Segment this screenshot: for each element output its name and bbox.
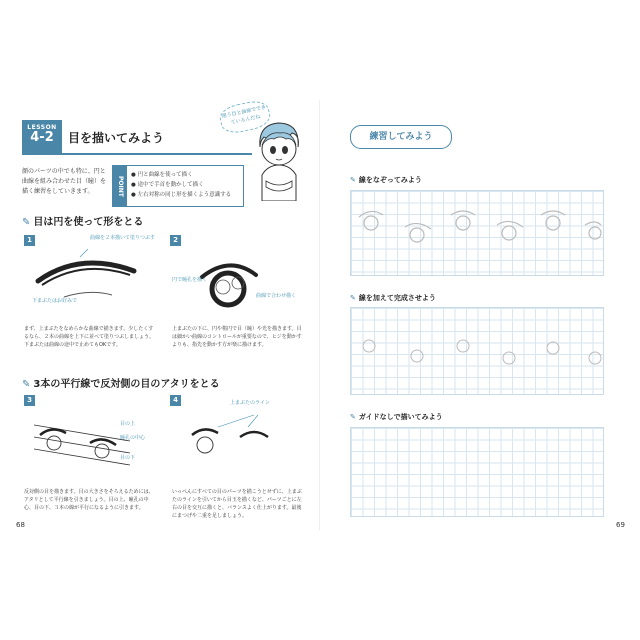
point-item: ● 途中で手首を動かして描く (131, 182, 204, 188)
point-item: ● 左右対称の同じ形を描くよう意識する (131, 192, 232, 198)
section2-heading: ✎ 3本の平行線で反対側の目のアタリをとる (22, 379, 220, 390)
lesson-number: 4-2 (30, 130, 54, 145)
point-item: ● 円と曲線を使って描く (131, 172, 193, 178)
step4-note: 上まぶたのライン (230, 400, 270, 406)
practice-grid-free[interactable] (350, 427, 604, 517)
step3-note-3: 目の下 (120, 455, 136, 461)
step4-caption: いっぺんにすべての目のパーツを描こうとせずに、上まぶたのラインを引いてから目玉を描くなど、パーツごとに左右の目を交互に描くと、バランスよく仕上がります。最後にまつげや二重を足しましょう。 (172, 489, 302, 519)
step3-illustration (32, 413, 132, 475)
page-number-left: 68 (16, 521, 25, 529)
point-list (131, 170, 231, 200)
step4-number: 4 (170, 395, 181, 406)
pencil-icon: ✎ (22, 379, 31, 390)
pencil-icon: ✎ (22, 217, 31, 228)
step2-caption: 上まぶたの下に、円や楕円で目（瞳）や光を描きます。目は細かい曲線のコントロールが重要なので、ヒジを動かすよりも、指先を動かす方が楽に描けます。 (172, 326, 302, 348)
step1-caption: まず、上まぶたをなめらかな曲線で描きます。少したくするなら、２本の曲線を上下に並べて塗りつぶしましょう。下まぶたは曲線の途中で止めてもOKです。 (24, 326, 155, 348)
mascot-illustration (248, 117, 308, 201)
point-box (112, 165, 244, 207)
step3-caption: 反対側の目を描きます。目の大きさをそろえるためには、アタリとして平行線を引きましょう。目の上、瞳孔の中心、目の下、３本の線が平行になるように引きます。 (24, 489, 154, 511)
practice-grid-trace[interactable] (350, 190, 604, 276)
label-free: ✎ ガイドなしで描いてみよう (350, 413, 443, 421)
section1-heading: ✎ 目は円を使って形をとる (22, 217, 144, 228)
step2-illustration (196, 255, 266, 315)
step4-illustration (188, 413, 284, 475)
step3-number: 3 (24, 395, 35, 406)
trace-eye-guides (351, 191, 603, 275)
step2-note-left: 円で瞳孔を描く (172, 277, 208, 283)
step2-number: 2 (170, 235, 181, 246)
pencil-icon: ✎ (350, 176, 356, 184)
left-page (12, 95, 312, 535)
partial-eye-guides (351, 308, 603, 394)
pencil-icon: ✎ (350, 413, 356, 421)
lesson-badge (22, 120, 62, 153)
practice-grid-complete[interactable] (350, 307, 604, 395)
lesson-label: LESSON (27, 124, 57, 131)
label-trace: ✎ 線をなぞってみよう (350, 176, 422, 184)
gutter-divider (319, 100, 320, 530)
pencil-icon: ✎ (350, 294, 356, 302)
step1-note-bottom: 下まぶたはお好みで (32, 298, 78, 304)
point-label: POINT (113, 166, 127, 206)
step1-illustration (30, 245, 150, 305)
step1-number: 1 (24, 235, 35, 246)
step1-note-top: 曲線を２本描いて塗りつぶす (90, 235, 156, 241)
practice-title: 練習してみよう (350, 125, 452, 149)
step2-note-right: 曲線で合わせ描く (256, 293, 297, 299)
speech-bubble: 違う目と曲線でできているんだね (218, 98, 273, 136)
page-number-right: 69 (616, 521, 625, 529)
right-page (330, 95, 630, 535)
step3-note-1: 目の上 (120, 421, 136, 427)
label-complete: ✎ 線を加えて完成させよう (350, 294, 436, 302)
intro-text: 顔のパーツの中でも特に、円と曲線を組み合わせた目（瞳）を描く練習をしていきます。 (22, 168, 107, 195)
title-rule (22, 153, 252, 155)
step3-note-2: 瞳孔の中心 (120, 435, 146, 441)
lesson-title: 目を描いてみよう (68, 131, 165, 145)
